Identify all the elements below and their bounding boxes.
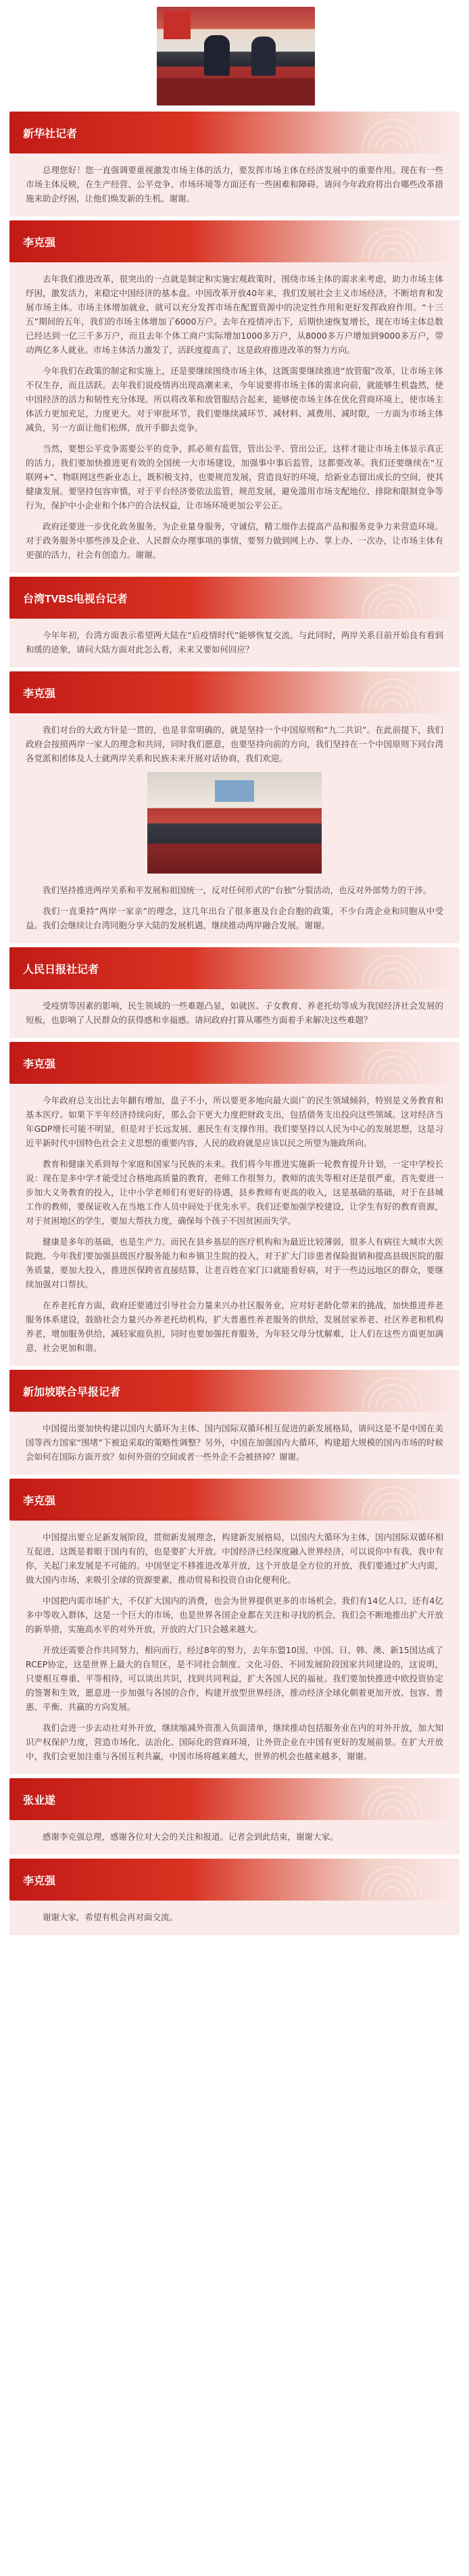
dialogue-segment: [9, 947, 460, 1038]
speaker-name: 新加坡联合早报记者: [23, 1386, 121, 1398]
paragraph: 去年我们推进改革，很突出的一点就是制定和实施宏观政策时，围绕市场主体的需求来考虑，助力市场主体纾困，激发活力，来稳定中国经济的基本盘。中国改革开放40年来，我们发展社会主义市场经济，不断培育和发展市场主体。市场主体增加就业，就可以充分发挥市场在配置资源中的决定性作用和更好发挥政府作用。“十三五”期间的五年，我们的市场主体增加了6000万户。去年在疫情冲击下，后期快速恢复增长，现在市场主体总数已经达到一亿三千多万户，而且去年个体工商户实际增加1000多万户，从8000多万户增加到9000多万户，带动两亿多人就业。市场主体活力激发了，活跃度提高了，这是政府推进改革的努力方向。: [26, 274, 443, 355]
speaker-name: 李克强: [23, 1875, 56, 1887]
wave-decoration-icon: [351, 675, 433, 709]
speech-text: [9, 1084, 460, 1366]
speech-text: [9, 1412, 460, 1475]
speech-text: [9, 989, 460, 1038]
speaker-header: [9, 577, 460, 619]
dialogue-segment: [9, 577, 460, 667]
dialogue-segment: [9, 1778, 460, 1855]
wave-decoration-icon: [351, 1374, 433, 1408]
paragraph: 中国提出要立足新发展阶段，贯彻新发展理念，构建新发展格局，以国内大循环为主体，国内国际双循环相互促进，这既是着眼于国内有的，也是要扩大开放。中国经济已经深度融入世界经济，可以说你中有我，我中有你，关起门来发展是不可能的。中国坚定不移推进改革开放，这个开放是全方位的开放，我们要通过扩大内需，做大国内市场，来吸引全球的资源要素，推动贸易和投资自由化便利化。: [26, 1532, 443, 1585]
dialogue-segment: [9, 1479, 460, 1774]
speaker-header: [9, 1370, 460, 1412]
paragraph: 感谢李克强总理，感谢各位对大会的关注和报道。记者会到此结束，谢谢大家。: [43, 1832, 339, 1842]
paragraph: 在养老托育方面，政府还要通过引导社会力量来兴办社区服务业，应对好老龄化带来的挑战，加快推进养老服务体系建设，鼓励社会力量兴办养老托幼机构，扩大普惠性养老服务的供给，发展居家养老、社区养老和机构养老，增加服务供给，减轻家庭负担，同时也要加强托育服务，为年轻父母分忧解难，让人们在这些方面更加满意，社会更加和谐。: [26, 1300, 443, 1353]
wave-decoration-icon: [351, 1782, 433, 1816]
wave-decoration-icon: [351, 1483, 433, 1517]
speech-text: [9, 713, 460, 943]
press-conference-photo: [157, 7, 315, 105]
speech-text: [9, 153, 460, 216]
speaker-name: 李克强: [23, 237, 56, 249]
speech-text: [9, 1901, 460, 1935]
wave-decoration-icon: [351, 1046, 433, 1080]
paragraph: 中国把内需市场扩大，不仅扩大国内的消费，也会为世界提供更多的市场机会。我们有14亿人口，还有4亿多中等收入群体，这是一个巨大的市场，也是世界各国企业都在关注和寻找的机会，我们会不断地推出扩大开放的新举措，实施高水平的对外开放，开放的大门只会越来越大。: [26, 1596, 443, 1634]
wave-decoration-icon: [351, 581, 433, 615]
speaker-header: [9, 1778, 460, 1820]
speaker-header: [9, 112, 460, 153]
paragraph: 教育和健康关系到每个家庭和国家与民族的未来。我们将今年推进实施新一轮教育提升计划，一定中学校长说：现在是多中学才能受过合格地高质量的教育，老师工作很努力，教师的流失等相对还是很严重，首先要进一步加大义务教育的投入，让中小学老师们有更好的待遇，县乡教师有更高的收入，这是基础的基础，对于在县城工作的教师，要保证收入在当地工作人员中间处于优先水平。我们还要加强学校建设，让学生有好的教育资源，对于贫困地区的学生，要加大帮扶力度，确保每个孩子不因贫困而失学。: [26, 1159, 443, 1226]
speech-text: [9, 1521, 460, 1774]
paragraph: 我们会进一步去动社对外开放，继续缩减外资准入负面清单，继续推动包括服务业在内的对外开放，加大知识产权保护力度，营造市场化、法治化、国际化的营商环境，让外资企业在中国有更好的发展前景。在扩大开放中，我们会更加注重与各国互利共赢，中国市场将越来越大，世界的机会也越来越多，谢谢。: [26, 1723, 443, 1761]
speaker-name: 新华社记者: [23, 128, 78, 140]
speaker-name: 李克强: [23, 1058, 56, 1070]
speaker-name: 台湾TVBS电视台记者: [23, 593, 128, 605]
paragraph: 今年我们在政策的制定和实施上，还是要继续围绕市场主体，这既需要继续推进“放管服”改革，让市场主体不仅生存，而且活跃。去年我们说疫情再出现高潮来来，今年说要将市场主体的需求向前，就能够生机盎然，使中国经济的活力和韧性充分体现。所以将改革和放管服结合起来，能够使市场主体在优化营商环境上，使市场主体活力更加充足，力度更大。对于审批环节，我们要继续减环节、减材料、减费用、减时限，一方面为市场主体减负，另一方面让他们松绑，放开手脚去竞争。: [26, 366, 443, 433]
speaker-header: [9, 947, 460, 989]
speaker-header: [9, 1479, 460, 1521]
paragraph: 我们一直秉持“两岸一家亲”的理念，这几年出台了很多惠及台企台胞的政策，不少台湾企业和同胞从中受益。我们会继续让台湾同胞分享大陆的发展机遇，继续推动两岸融合发展。谢谢。: [26, 906, 443, 930]
speaker-name: 张业遂: [23, 1794, 56, 1807]
speech-text: [9, 262, 460, 573]
paragraph: 谢谢大家，希望有机会再对面交流。: [43, 1912, 178, 1922]
speech-text: [9, 619, 460, 667]
speaker-name: 人民日报社记者: [23, 963, 99, 976]
paragraph: 今年年初，台湾方面表示希望两大陆在“后疫情时代”能够恢复交流。与此同时，两岸关系目前开始良有看到和缓的迹象，请问大陆方面对此怎么看，未来又要如何回应？: [26, 630, 443, 654]
wave-decoration-icon: [351, 951, 433, 985]
speaker-header: [9, 1859, 460, 1901]
dialogue-segment: [9, 671, 460, 943]
dialogue-segment: [9, 1042, 460, 1366]
paragraph: 政府还要进一步优化政务服务，为企业量身服务，守诚信，精工细作去提高产品和服务竞争力来营造环境。对于政务服务中那些涉及企业、人民群众办理事项的事情，要努力做到网上办、掌上办、一次办，让市场主体有更强的活力，社会有创造力。谢谢。: [26, 521, 443, 560]
speaker-header: [9, 671, 460, 713]
dialogue-segment: [9, 1370, 460, 1475]
conference-hall-photo: [147, 772, 322, 874]
dialogue-segment: [9, 220, 460, 573]
paragraph: 开放还需要合作共同努力，相向而行。经过8年的努力，去年东盟10国、中国、日、韩、澳、新15国达成了RCEP协定，这是世界上最大的自贸区，是不同社会制度、文化习俗、不同发展阶段国家共同建设的，这说明，只要相互尊重、平等相待，可以谈出共识，找到共同利益，扩大各国人民的福祉。我们要加快推进中欧投资协定的签署和生效，愿意进一步加强与各国的合作，构建开放型世界经济，推动经济全球化朝着更加开放、包容、普惠、平衡、共赢的方向发展。: [26, 1645, 443, 1712]
speaker-name: 李克强: [23, 688, 56, 700]
paragraph: 受疫情等因素的影响，民生领域的一些难题凸显，如就医、子女教育、养老托幼等成为我国经济社会发展的短板，也影响了人民群众的获得感和幸福感。请问政府打算从哪些方面着手来解决这些难题？: [26, 1001, 443, 1025]
wave-decoration-icon: [351, 116, 433, 149]
dialogue-segment: [9, 1859, 460, 1935]
wave-decoration-icon: [351, 224, 433, 258]
speech-text: [9, 1820, 460, 1855]
speaker-header: [9, 220, 460, 262]
hero-banner: [0, 0, 469, 112]
paragraph: 当然，要想公平竞争需要公平的竞争，抓必须有监管，管出公平、管出公正，这样才能让市场主体显示真正的活力。我们要加快推进更有效的全国统一大市场建设，加强事中事后监管，这都要改革。我们还要继续在“互联网+”、物联网这些新业态上，既积极支持，也要规范发展，营造良好的环境，给新业态留出成长的空间，使其健康发展。要坚持包容审慎，对于平台经济要依法监管，规范发展，避免滥用市场支配地位、排除和限制竞争等行为，保护中小企业和个体户的合法权益，让市场环境更加公平公正。: [26, 444, 443, 510]
paragraph: 今年政府总支出比去年翻有增加，盘子不小，所以要更多地向最大面广的民生领域倾斜，特别是义务教育和基本医疗。如果下半年经济持续向好，那么会下更大力度把财政支出，包括债务支出投向这些领域。这对经济当年GDP增长可能不明显，但是对于长远发展、惠民生有支撑作用。我们要坚持以人民为中心的发展思想，这是习近平新时代中国特色社会主义思想的重要内容，人民的政府就是应该以民之所望为施政所向。: [26, 1095, 443, 1148]
speaker-name: 李克强: [23, 1495, 56, 1507]
dialogue-segment: [9, 112, 460, 216]
paragraph: 健康是多年的基础，也是生产力。而民在县乡基层的医疗机构和为最近比较薄弱，很多人有病往大城市大医院跑。今年我们要加强县级医疗服务能力和乡镇卫生院的投入，对于扩大门诊患者保险报销和提高县级医院的服务质量，要加大投入，推进医保跨省直接结算，让老百姓在家门口就能看好病，对于一些边远地区的群众，要继续加强对口帮扶。: [26, 1237, 443, 1289]
paragraph: 中国提出要加快构建以国内大循环为主体、国内国际双循环相互促进的新发展格局，请问这是不是中国在美国等西方国家“围堵”下被迫采取的策略性调整？另外，中国在加强国内大循环，构建超大规模的国内市场的时候会如何在国际方面开放？如何外资的空间或者一些外企不会被挤掉？谢谢。: [26, 1423, 443, 1462]
speaker-header: [9, 1042, 460, 1084]
transcript: [0, 112, 469, 1939]
paragraph: 总理您好！您一直强调要重视激发市场主体的活力，要发挥市场主体在经济发展中的重要作用。现在有一些市场主体反映，在生产经营、公平竞争、市场环境等方面还有一些困难和障碍。请问今年政府将出台哪些改革措施来助企纾困，让他们焕发新的生机。谢谢。: [26, 165, 443, 204]
paragraph: 我们对台的大政方针是一贯的，也是非常明确的，就是坚持一个中国原则和“九二共识”。在此前提下，我们政府会按照两岸一家人的理念和共同，同时我们愿意，也要坚持向前的方向，我们坚持在一个中国原则下同台湾各党派和团体及人士就两岸关系和民族未来开展对话协商，我们欢迎。: [26, 725, 443, 763]
paragraph: 我们坚持推进两岸关系和平发展和祖国统一，反对任何形式的“台独”分裂活动，也反对外部势力的干涉。: [43, 885, 432, 895]
wave-decoration-icon: [351, 1863, 433, 1897]
